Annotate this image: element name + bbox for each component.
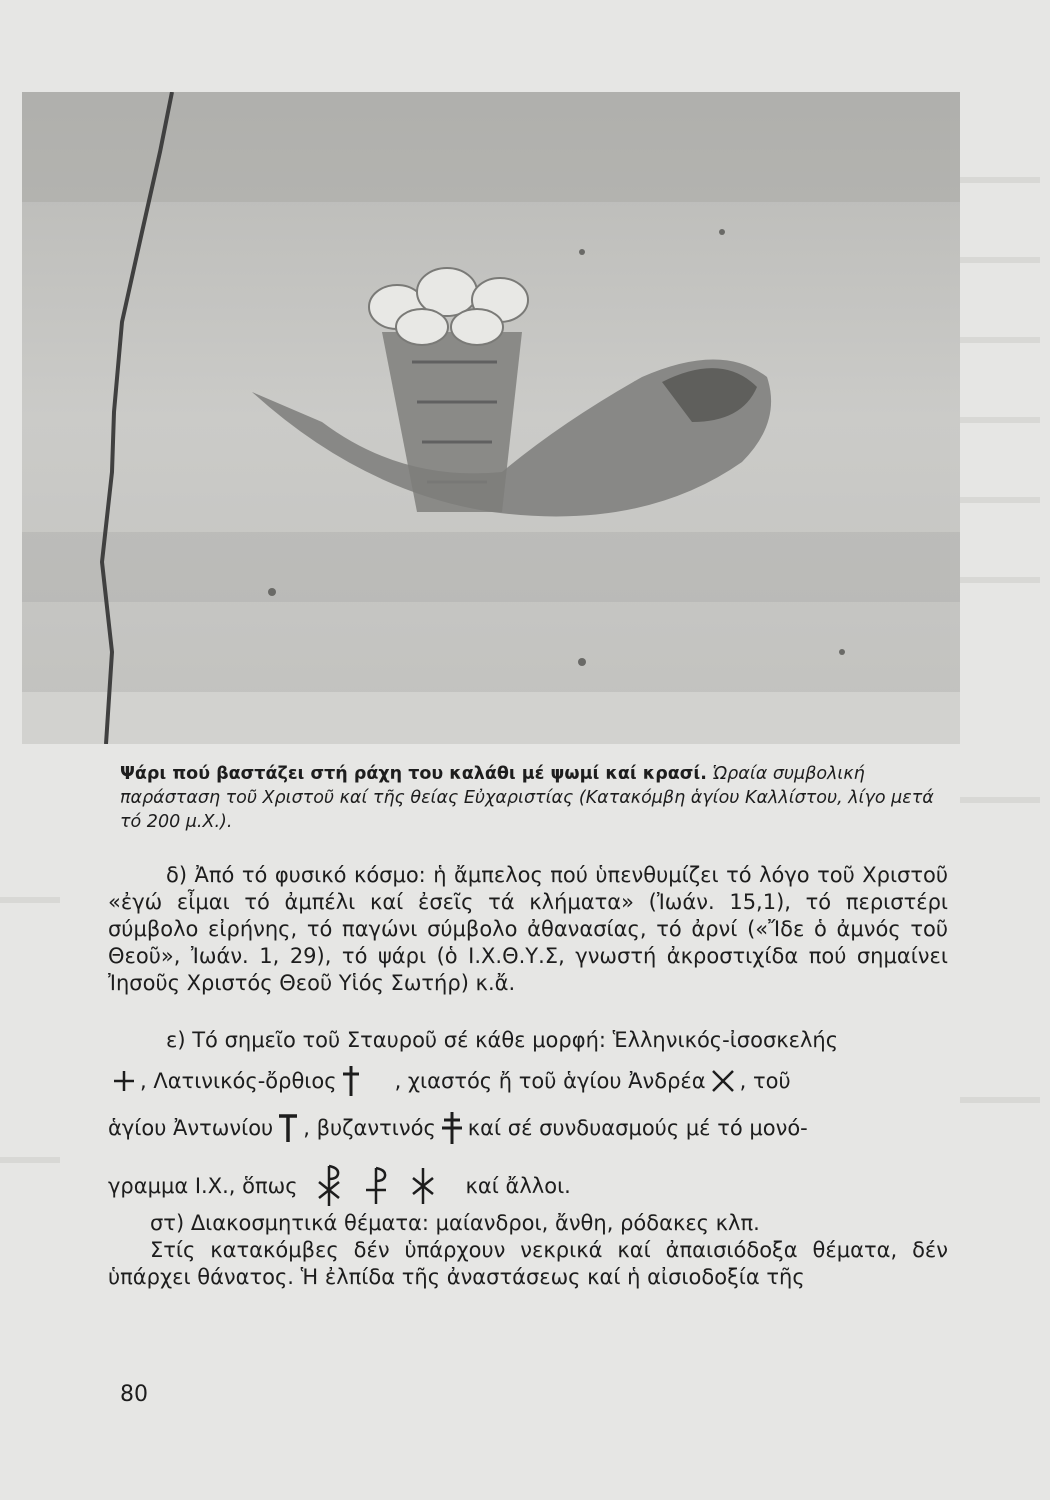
byzantine-cross-icon xyxy=(440,1110,464,1146)
iota-chi-monogram-icon xyxy=(410,1166,436,1206)
para-e-line4-a: γραμμα Ι.Χ., ὅπως xyxy=(108,1173,298,1198)
para-e-line2-a: , Λατινικός-ὄρθιος xyxy=(140,1068,337,1093)
caption-bold: Ψάρι πού βαστάζει στή ράχη του καλάθι μέ ψωμί καί κρασί. xyxy=(120,764,707,784)
paragraph-d: δ) Ἀπό τό φυσικό κόσμο: ἡ ἄμπελος πού ὑπενθυμίζει τό λόγο τοῦ Χριστοῦ «ἐγώ εἶμαι τό ἀμπέλι καί ἐσεῖς τά κλήματα» (Ἰωάν. 15,1), τό περιστέρι σύμβολο εἰρήνης, τό παγώνι σύμβολο ἀθανασίας, τό ἀρνί («Ἴδε ὁ ἀμνός τοῦ Θεοῦ», Ἰωάν. 1, 29), τό ψάρι (ὁ Ι.Χ.Θ.Υ.Σ, γνωστή ἀκροστιχίδα πού σημαίνει Ἰησοῦς Χριστός Θεοῦ Υἱός Σωτήρ) κ.ἄ. xyxy=(108,863,948,995)
staurogram-icon xyxy=(364,1166,388,1206)
para-e-line3-b: , βυζαντινός xyxy=(303,1115,436,1140)
chi-rho-monogram-icon xyxy=(316,1164,342,1208)
tau-cross-icon xyxy=(277,1112,299,1144)
photo-caption xyxy=(120,762,960,834)
saltire-cross-icon xyxy=(710,1068,736,1094)
greek-cross-icon xyxy=(112,1069,136,1093)
para-e-line3-a: ἁγίου Ἀντωνίου xyxy=(108,1115,274,1140)
body-text xyxy=(108,862,948,1291)
latin-cross-icon xyxy=(341,1064,361,1098)
fresco-photo xyxy=(22,92,960,744)
para-e-line2-c: , τοῦ xyxy=(739,1068,791,1093)
para-e-line3-c: καί σέ συνδυασμούς μέ τό μονό- xyxy=(467,1115,808,1140)
paragraph-st: στ) Διακοσμητικά θέματα: μαίανδροι, ἄνθη, ρόδακες κλπ. xyxy=(150,1211,760,1235)
caption-italic: Ὡραία συμβολική παράσταση τοῦ Χριστοῦ καί τῆς θείας Εὐχαριστίας (Κατακόμβη ἁγίου Καλλίστου, λίγο μετά τό 200 μ.Χ.). xyxy=(120,764,934,832)
paragraph-last: Στίς κατακόμβες δέν ὑπάρχουν νεκρικά καί ἀπαισιόδοξα θέματα, δέν ὑπάρχει θάνατος. Ἡ ἐλπίδα τῆς ἀναστάσεως καί ἡ αἰσιοδοξία τῆς xyxy=(108,1238,948,1289)
page-number: 80 xyxy=(120,1382,148,1407)
para-e-line4-b: καί ἄλλοι. xyxy=(465,1173,571,1198)
paragraph-e-line-3 xyxy=(108,1110,948,1146)
paragraph-e-line-4 xyxy=(108,1164,948,1208)
para-e-line2-b: , χιαστός ἤ τοῦ ἁγίου Ἀνδρέα xyxy=(394,1068,706,1093)
paragraph-e-line-2 xyxy=(108,1064,948,1098)
paragraph-e-intro: ε) Τό σημεῖο τοῦ Σταυροῦ σέ κάθε μορφή: Ἑλληνικός-ἰσοσκελής xyxy=(166,1028,839,1052)
